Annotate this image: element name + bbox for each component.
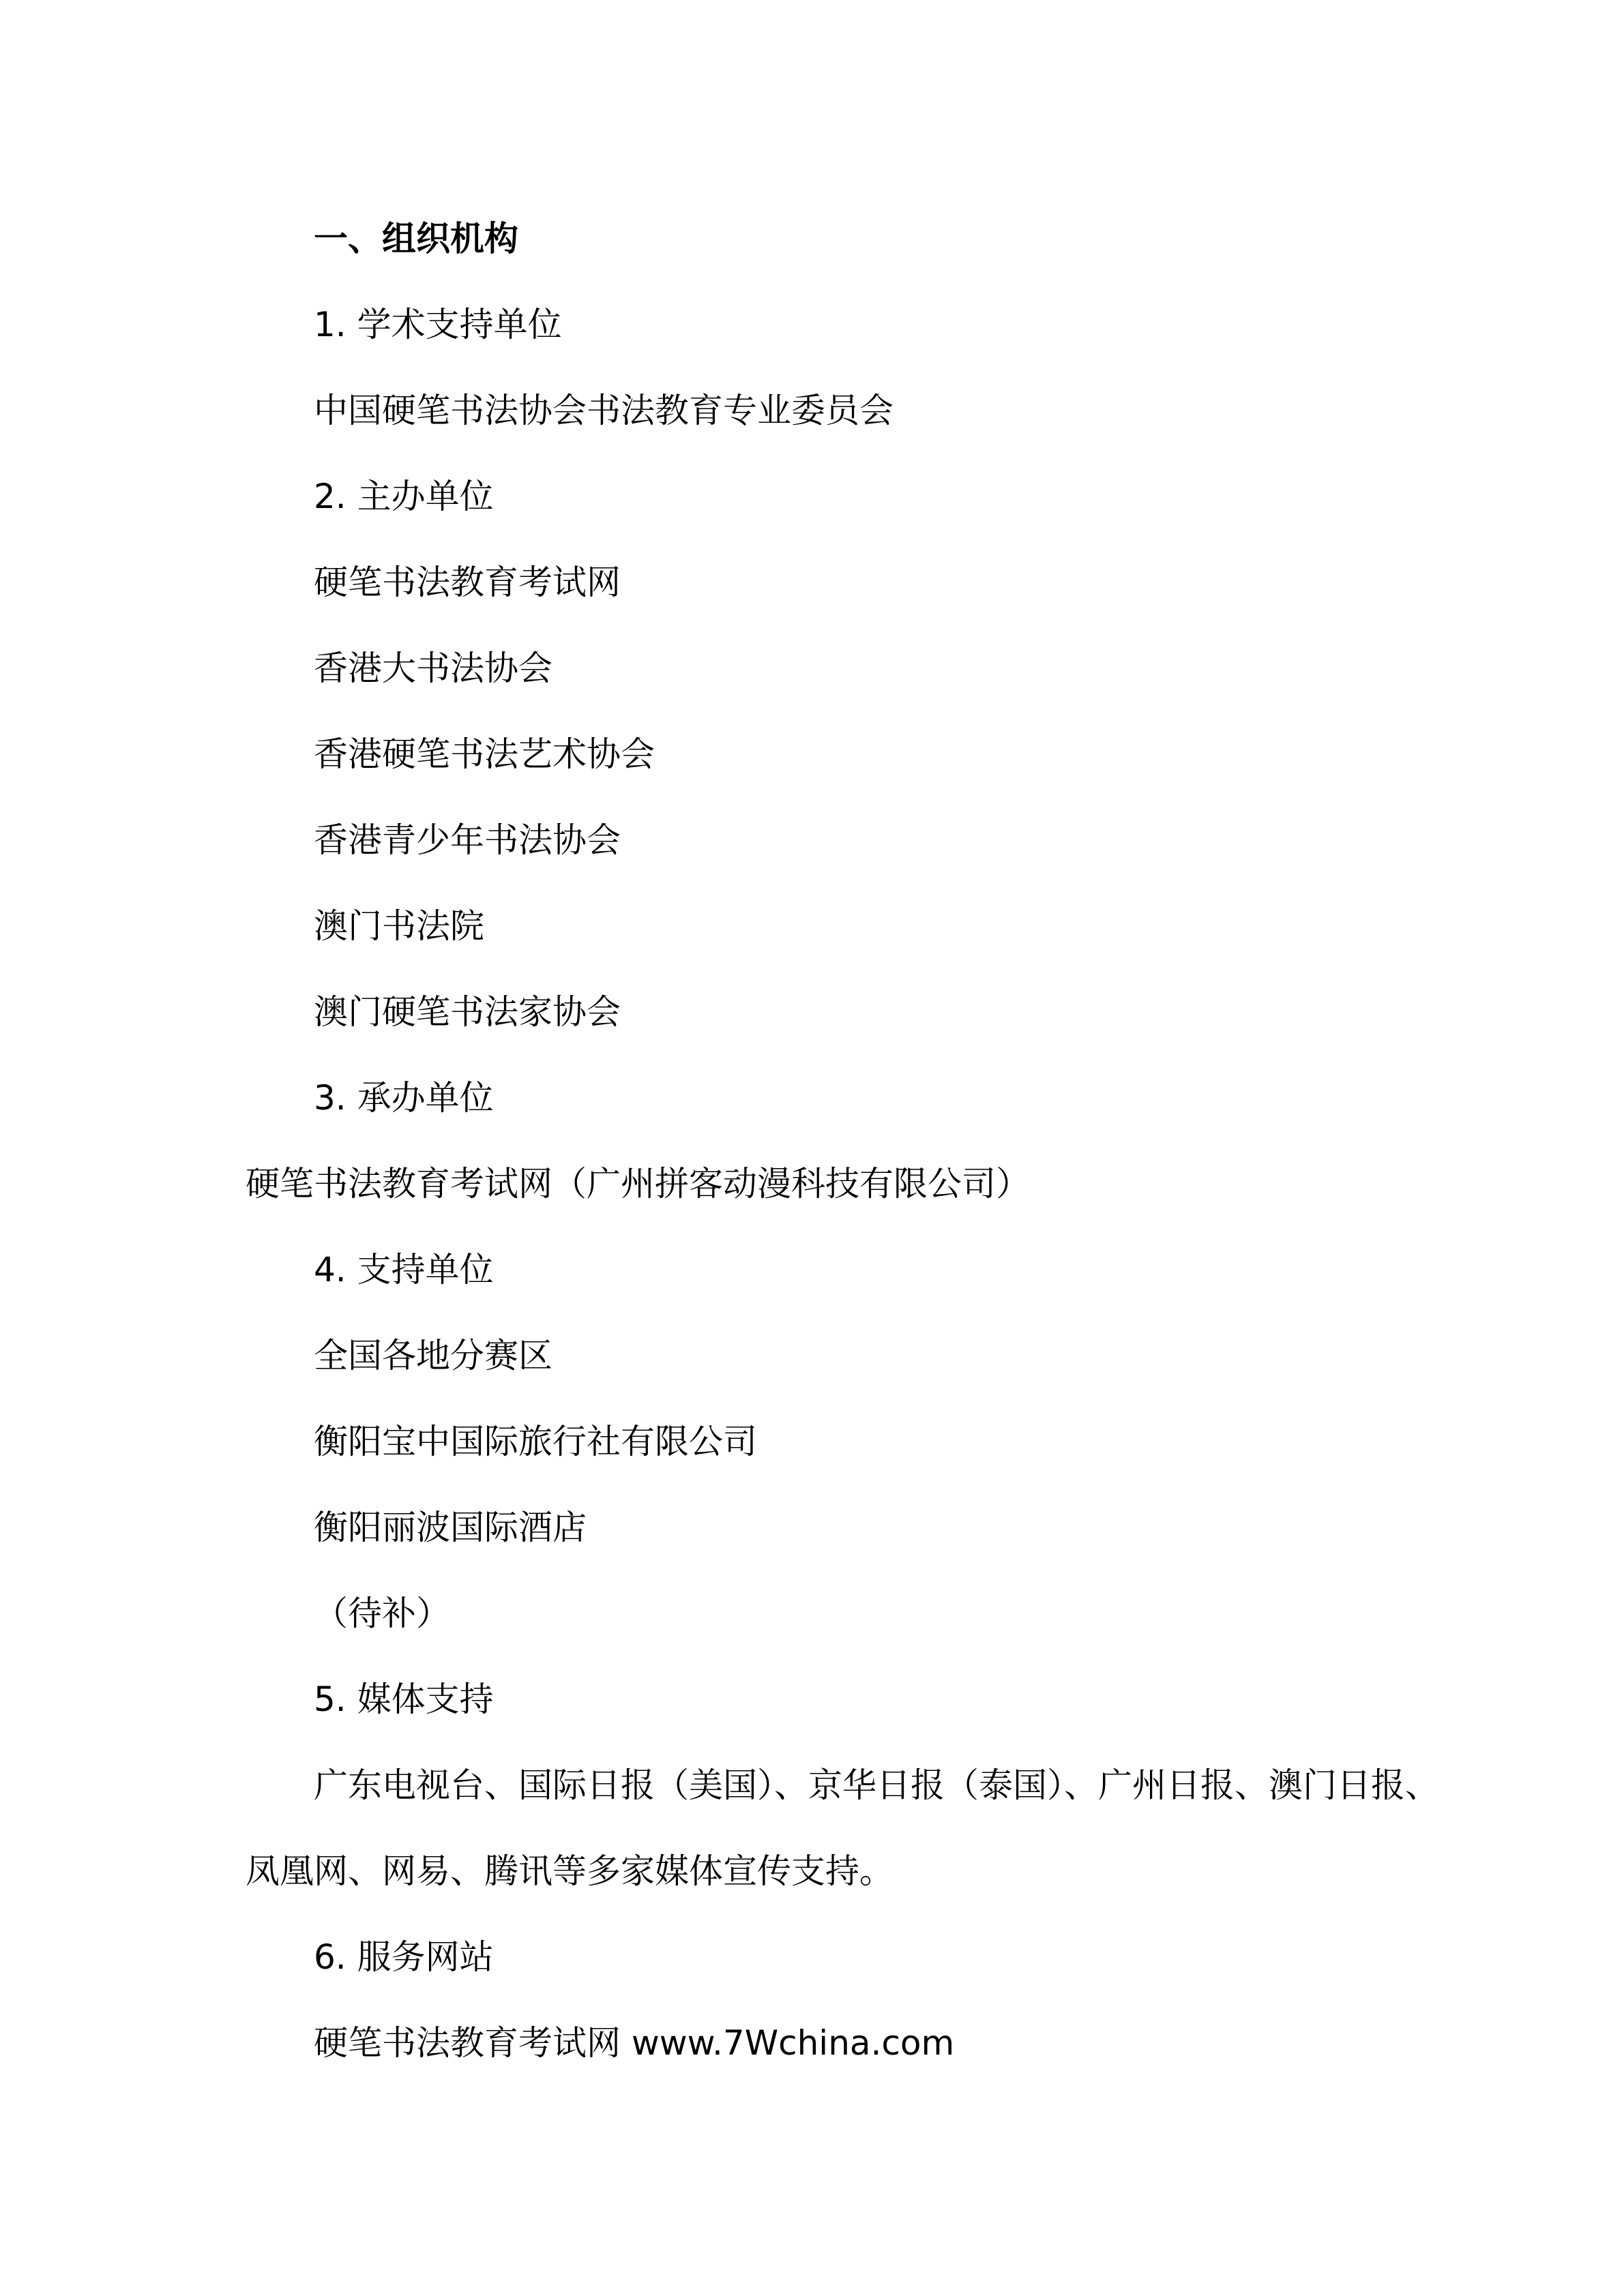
subsection-title: 3. 承办单位: [314, 1078, 494, 1118]
list-item: 衡阳丽波国际酒店: [314, 1508, 587, 1547]
list-item: 香港硬笔书法艺术协会: [314, 734, 655, 774]
subsection-title: 4. 支持单位: [314, 1250, 494, 1289]
list-item: 全国各地分赛区: [314, 1336, 552, 1375]
subsection-title: 6. 服务网站: [314, 1937, 494, 1977]
paragraph-line: 广东电视台、国际日报（美国）、京华日报（泰国）、广州日报、澳门日报、: [314, 1765, 1439, 1805]
list-item: 澳门书法院: [314, 906, 484, 946]
website-line: 硬笔书法教育考试网 www.7Wchina.com: [314, 2023, 955, 2063]
list-item: 中国硬笔书法协会书法教育专业委员会: [314, 391, 894, 430]
section-heading: 一、组织机构: [314, 219, 518, 258]
subsection-title: 5. 媒体支持: [314, 1680, 494, 1719]
list-item: 硬笔书法教育考试网: [314, 563, 621, 602]
list-item: （待补）: [314, 1594, 450, 1633]
list-item: 香港大书法协会: [314, 648, 552, 688]
paragraph-line: 凤凰网、网易、腾讯等多家媒体宣传支持。: [246, 1851, 894, 1891]
list-item: 香港青少年书法协会: [314, 820, 621, 860]
subsection-title: 1. 学术支持单位: [314, 305, 562, 344]
list-item: 澳门硬笔书法家协会: [314, 992, 621, 1032]
list-item: 衡阳宝中国际旅行社有限公司: [314, 1422, 757, 1461]
list-item: 硬笔书法教育考试网（广州拼客动漫科技有限公司）: [246, 1164, 1030, 1204]
subsection-title: 2. 主办单位: [314, 477, 494, 516]
